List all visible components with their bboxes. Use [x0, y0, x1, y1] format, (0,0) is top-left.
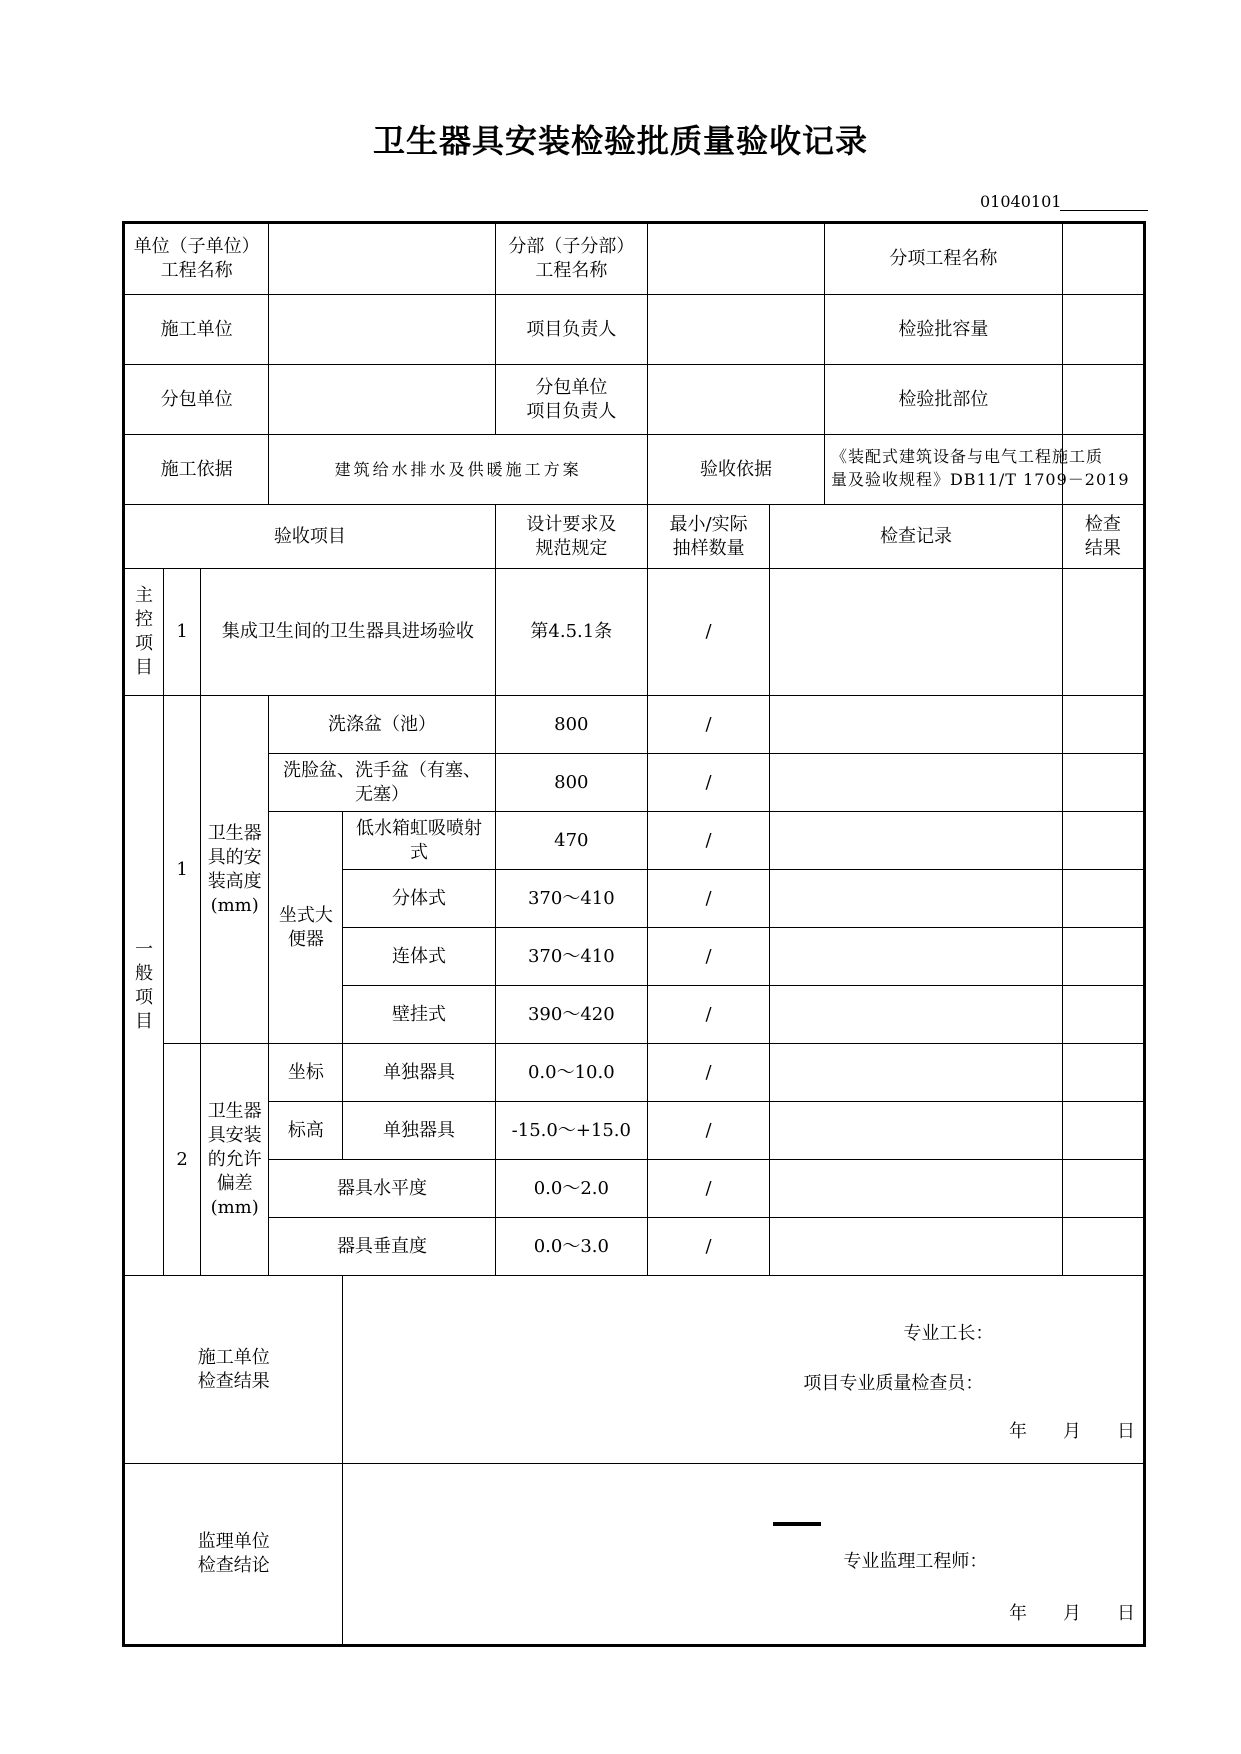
main-control-no: 1	[164, 569, 201, 696]
contractor-date[interactable]: 年 月 日	[1009, 1421, 1135, 1442]
main-control-item: 集成卫生间的卫生器具进场验收	[201, 569, 496, 696]
acceptance-basis-label: 验收依据	[648, 435, 825, 504]
project-manager-field[interactable]	[647, 295, 1062, 365]
subcontractor-field[interactable]	[269, 365, 495, 435]
sub-manager-value[interactable]	[648, 365, 825, 434]
acceptance-basis-line: 《装配式建筑设备与电气工程施工质	[830, 447, 1103, 466]
fixture-row-spec: 370～410	[495, 870, 647, 928]
supervisor-conclusion-label: 监理单位 检查结论	[124, 1464, 343, 1646]
foreman-label: 专业工长：	[903, 1323, 994, 1344]
fixture-row-record[interactable]	[770, 986, 1063, 1044]
fixture-row-sample[interactable]: /	[647, 812, 769, 870]
fixture-row-spec: 800	[495, 754, 647, 812]
deviation-row-name: 单独器具	[343, 1044, 495, 1102]
fixture-row-name: 洗脸盆、洗手盆（有塞、 无塞）	[269, 754, 495, 812]
supervisor-signoff-area[interactable]	[343, 1464, 1145, 1646]
fixture-row-name: 壁挂式	[343, 986, 495, 1044]
fixture-row-result[interactable]	[1062, 928, 1144, 986]
fixture-row-result[interactable]	[1062, 696, 1144, 754]
main-control-record[interactable]	[770, 569, 1063, 696]
sub-manager-label: 分包单位 项目负责人	[495, 365, 647, 435]
basis-label: 施工依据	[124, 435, 269, 505]
subitem-label: 分项工程名称	[889, 248, 998, 269]
fixture-row-record[interactable]	[770, 812, 1063, 870]
unit-name-label: 单位（子单位） 工程名称	[124, 223, 269, 295]
contractor-signoff-area[interactable]	[343, 1276, 1145, 1464]
fixture-row-spec: 800	[495, 696, 647, 754]
fixture-row-record[interactable]	[770, 696, 1063, 754]
main-control-spec: 第4.5.1条	[495, 569, 647, 696]
unit-name-field[interactable]	[269, 223, 495, 295]
batch-capacity-label: 检验批容量	[898, 318, 989, 340]
fixture-row-record[interactable]	[770, 754, 1063, 812]
toilet-label: 坐式大 便器	[269, 812, 343, 1044]
subdivision-value[interactable]	[648, 224, 825, 294]
contractor-label: 施工单位	[124, 295, 269, 365]
deviation-row-record[interactable]	[770, 1044, 1063, 1102]
subdivision-field[interactable]	[647, 223, 1062, 295]
deviation-row-record[interactable]	[770, 1160, 1063, 1218]
fixture-row-sample[interactable]: /	[647, 928, 769, 986]
fixture-row-sample[interactable]: /	[647, 696, 769, 754]
deviation-row-sample[interactable]: /	[647, 1102, 769, 1160]
subdivision-label: 分部（子分部） 工程名称	[495, 223, 647, 295]
deviation-sub-label: 标高	[269, 1102, 343, 1160]
fixture-row-sample[interactable]: /	[647, 986, 769, 1044]
subitem-field[interactable]	[1062, 223, 1144, 295]
deviation-row-result[interactable]	[1062, 1218, 1144, 1276]
basis-value: 建筑给水排水及供暖施工方案	[269, 435, 648, 505]
fixture-row-record[interactable]	[770, 870, 1063, 928]
page-title: 卫生器具安装检验批质量验收记录	[372, 122, 868, 160]
col-record-header: 检查记录	[770, 505, 1063, 569]
deviation-row-sample[interactable]: /	[647, 1218, 769, 1276]
deviation-row-name: 单独器具	[343, 1102, 495, 1160]
general-group2-name: 卫生器 具安装 的允许 偏差 (mm)	[201, 1044, 269, 1276]
main-control-result[interactable]	[1062, 569, 1144, 696]
fixture-row-spec: 470	[495, 812, 647, 870]
contractor-field[interactable]	[269, 295, 495, 365]
fixture-row-name: 低水箱虹吸喷射 式	[343, 812, 495, 870]
deviation-row-sample[interactable]: /	[647, 1160, 769, 1218]
sub-manager-field[interactable]	[647, 365, 1062, 435]
fixture-row-result[interactable]	[1062, 754, 1144, 812]
form-code: 01040101	[980, 192, 1062, 211]
fixture-row-result[interactable]	[1062, 812, 1144, 870]
form-code-blank[interactable]	[1060, 210, 1148, 211]
qc-inspector-label: 项目专业质量检查员：	[803, 1373, 984, 1394]
deviation-row-spec: 0.0～2.0	[495, 1160, 647, 1218]
deviation-row-result[interactable]	[1062, 1044, 1144, 1102]
fixture-row-record[interactable]	[770, 928, 1063, 986]
fixture-row-spec: 370～410	[495, 928, 647, 986]
col-result-header: 检查 结果	[1062, 505, 1144, 569]
deviation-row-name: 器具垂直度	[269, 1218, 495, 1276]
acceptance-basis-line: 量及验收规程》DB11/T 1709－2019	[830, 470, 1130, 489]
general-group2-no: 2	[164, 1044, 201, 1276]
subcontractor-label: 分包单位	[124, 365, 269, 435]
fixture-row-result[interactable]	[1062, 986, 1144, 1044]
deviation-row-record[interactable]	[770, 1102, 1063, 1160]
col-sample-header: 最小/实际 抽样数量	[647, 505, 769, 569]
general-group1-name: 卫生器 具的安 装高度 (mm)	[201, 696, 269, 1044]
deviation-row-record[interactable]	[770, 1218, 1063, 1276]
col-item-header: 验收项目	[124, 505, 496, 569]
deviation-row-spec: 0.0～3.0	[495, 1218, 647, 1276]
deviation-row-sample[interactable]: /	[647, 1044, 769, 1102]
general-group1-no: 1	[164, 696, 201, 1044]
fixture-row-name: 连体式	[343, 928, 495, 986]
fixture-row-sample[interactable]: /	[647, 754, 769, 812]
fixture-row-spec: 390～420	[495, 986, 647, 1044]
fixture-row-name: 分体式	[343, 870, 495, 928]
fixture-row-sample[interactable]: /	[647, 870, 769, 928]
batch-capacity-field[interactable]	[1062, 295, 1144, 365]
signature-dash	[773, 1522, 821, 1526]
general-category: 一 般 项 目	[124, 696, 164, 1276]
deviation-sub-label: 坐标	[269, 1044, 343, 1102]
acceptance-basis-value	[824, 435, 1130, 504]
contractor-result-label: 施工单位 检查结果	[124, 1276, 343, 1464]
supervisor-date[interactable]: 年 月 日	[1009, 1603, 1135, 1624]
fixture-row-name: 洗涤盆（池）	[269, 696, 495, 754]
acceptance-basis-cell	[647, 435, 1130, 505]
fixture-row-result[interactable]	[1062, 870, 1144, 928]
main-control-category: 主 控 项 目	[124, 569, 164, 696]
deviation-row-result[interactable]	[1062, 1102, 1144, 1160]
deviation-row-name: 器具水平度	[269, 1160, 495, 1218]
deviation-row-result[interactable]	[1062, 1160, 1144, 1218]
batch-location-field[interactable]	[1062, 365, 1144, 435]
batch-location-label: 检验批部位	[898, 388, 989, 410]
supervising-engineer-label: 专业监理工程师：	[843, 1551, 988, 1572]
main-control-sample[interactable]: /	[647, 569, 769, 696]
project-manager-label: 项目负责人	[495, 295, 647, 365]
deviation-row-spec: -15.0～+15.0	[495, 1102, 647, 1160]
project-manager-value[interactable]	[648, 295, 825, 364]
col-design-header: 设计要求及 规范规定	[495, 505, 647, 569]
acceptance-record-table	[122, 221, 1146, 1647]
deviation-row-spec: 0.0～10.0	[495, 1044, 647, 1102]
